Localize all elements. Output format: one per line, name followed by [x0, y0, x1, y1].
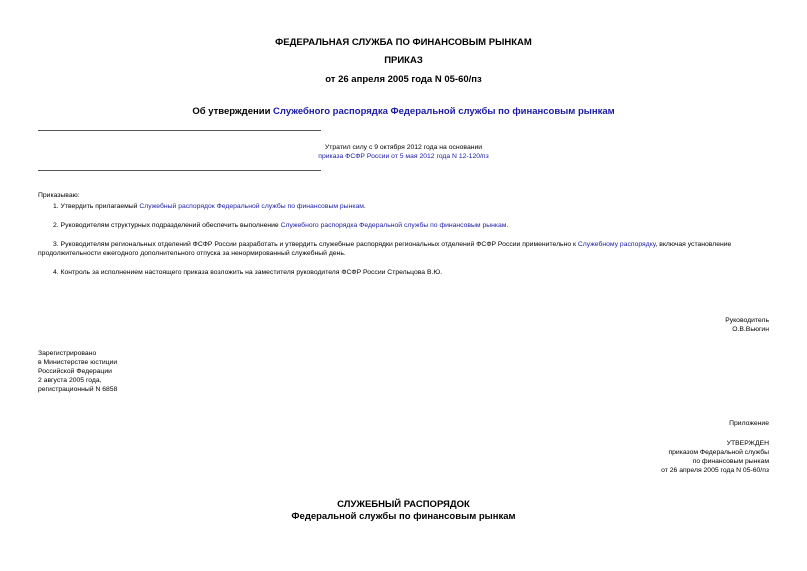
registration-block [38, 349, 117, 394]
signature-title: Руководитель [725, 317, 769, 324]
order-intro: Приказываю: [38, 192, 80, 199]
signature-block [725, 316, 769, 334]
doc-type: ПРИКАЗ [384, 55, 423, 66]
order-item-4: 4. Контроль за исполнением настоящего приказа возложить на заместителя руководителя ФСФР России Стрельцова В.Ю. [53, 269, 443, 276]
item-1-suffix: . [363, 203, 366, 210]
regulation-title: СЛУЖЕБНЫЙ РАСПОРЯДОК [337, 499, 470, 510]
signature-name: О.В.Вьюгин [732, 326, 769, 333]
repeal-line: Утратил силу с 9 октября 2012 года на основании [324, 144, 483, 151]
repeal-note [250, 143, 557, 161]
item-3-link[interactable]: Служебному распорядку [577, 241, 656, 248]
approved-label: УТВЕРЖДЕН [726, 440, 769, 447]
subject-link[interactable]: Служебного распорядка Федеральной службы по финансовым рынкам [273, 106, 615, 117]
order-item-2 [38, 221, 769, 230]
divider-bottom [38, 170, 321, 171]
item-2-text: 2. Руководителям структурных подразделений обеспечить выполнение [53, 222, 281, 229]
registration-line-3: Российской Федерации [38, 368, 112, 375]
regulation-subtitle: Федеральной службы по финансовым рынкам [291, 511, 516, 522]
registration-line-4: 2 августа 2005 года, [38, 377, 102, 384]
divider-top [38, 130, 321, 131]
order-item-1 [38, 202, 769, 211]
appendix-label: Приложение [729, 420, 769, 427]
appendix-approval [661, 439, 769, 475]
doc-subject [0, 106, 807, 117]
order-body [38, 191, 769, 277]
item-2-link[interactable]: Служебного распорядка Федеральной службы по финансовым рынкам [280, 222, 507, 229]
item-2-suffix: . [506, 222, 509, 229]
doc-date-number: от 26 апреля 2005 года N 05-60/пз [325, 74, 482, 85]
registration-line-2: в Министерстве юстиции [38, 359, 118, 366]
item-1-link[interactable]: Служебный распорядок Федеральной службы по финансовым рынкам [139, 203, 364, 210]
item-3-text: 3. Руководителям региональных отделений ФСФР России разработать и утвердить служебные распорядки региональных отделений ФСФР России применительно к [53, 241, 578, 248]
registration-line-1: Зарегистрировано [38, 350, 97, 357]
approved-line-2: по финансовым рынкам [692, 458, 769, 465]
item-3-suffix: , включая установление продолжительности ежегодного дополнительного отпуска за ненормированный служебный день. [38, 241, 732, 257]
subject-prefix: Об утверждении [192, 106, 274, 117]
agency-title: ФЕДЕРАЛЬНАЯ СЛУЖБА ПО ФИНАНСОВЫМ РЫНКАМ [275, 37, 532, 48]
approved-line-3: от 26 апреля 2005 года N 05-60/пз [661, 467, 769, 474]
item-1-text: 1. Утвердить прилагаемый [53, 203, 140, 210]
repeal-link[interactable]: приказа ФСФР России от 5 мая 2012 года N 12-120/пз [318, 153, 489, 160]
order-item-3 [38, 240, 769, 258]
registration-line-5: регистрационный N 6858 [38, 386, 118, 393]
approved-line-1: приказом Федеральной службы [668, 449, 769, 456]
